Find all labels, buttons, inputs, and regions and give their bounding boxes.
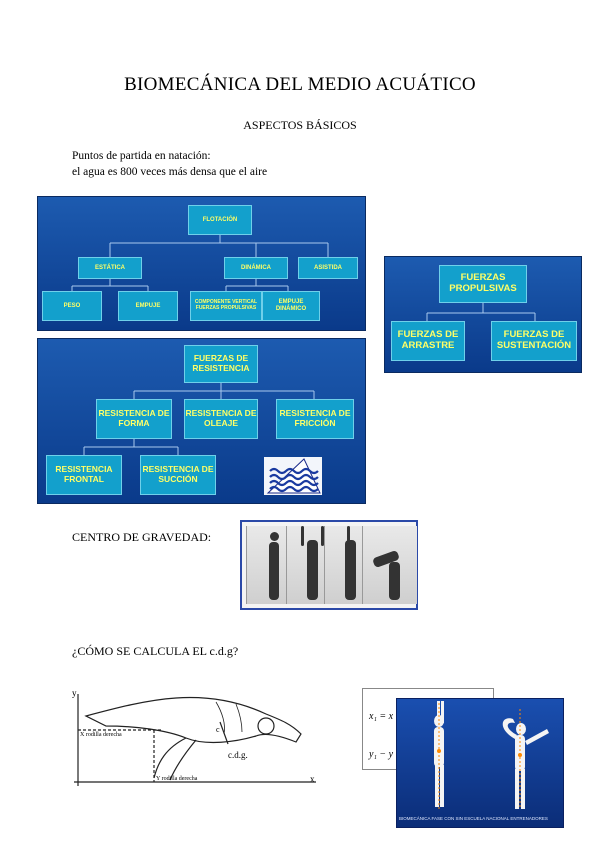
pose-photo [396,698,564,828]
node-estatica: ESTÁTICA [78,257,142,279]
node-fuerzas-resistencia: FUERZAS DE RESISTENCIA [184,345,258,383]
cdg-y-rodilla-label: Y rodilla derecha [156,776,198,782]
formula-2: y₁ − y [369,749,394,760]
cdg-c-mark: c [216,725,220,734]
intro-line-2: el agua es 800 veces más densa que el aire [72,166,268,178]
propulsivas-diagram [384,256,582,373]
photo-frame-4 [362,526,417,604]
cdg-y-axis-label: y [72,688,77,698]
node-componente-vertical: COMPONENTE VERTICAL FUERZAS PROPULSIVAS [190,291,262,321]
flotacion-diagram [37,196,366,331]
node-resistencia-forma: RESISTENCIA DE FORMA [96,399,172,439]
pose-photo-panel [362,688,562,828]
cdg-x-rodilla-label: X rodilla derecha [80,732,122,738]
centro-gravedad-photo [240,520,418,610]
formula-1: x₁ = x [369,711,394,722]
intro-text [72,148,267,180]
intro-line-1: Puntos de partida en natación: [72,150,211,162]
node-resistencia-succion: RESISTENCIA DE SUCCIÓN [140,455,216,495]
node-peso: PESO [42,291,102,321]
calcula-cdg-label: ¿CÓMO SE CALCULA EL c.d.g? [72,644,239,658]
pose-figures [397,699,563,827]
node-fuerzas-propulsivas: FUERZAS PROPULSIVAS [439,265,527,303]
pose-caption: BIOMECÁNICA FASE CON SIN ESCUELA NACIONAL ENTRENADORES [399,816,548,821]
node-resistencia-frontal: RESISTENCIA FRONTAL [46,455,122,495]
waves-icon [264,457,322,495]
node-fuerzas-arrastre: FUERZAS DE ARRASTRE [391,321,465,361]
node-asistida: ASISTIDA [298,257,358,279]
cdg-x-axis-label: x [310,774,315,784]
page-title: BIOMECÁNICA DEL MEDIO ACUÁTICO [124,74,476,95]
node-flotacion: FLOTACIÓN [188,205,252,235]
node-empuje: EMPUJE [118,291,178,321]
node-empuje-dinamico: EMPUJE DINÁMICO [262,291,320,321]
node-resistencia-friccion: RESISTENCIA DE FRICCIÓN [276,399,354,439]
cdg-point-label: c.d.g. [228,750,248,760]
resistencia-diagram [37,338,366,504]
centro-gravedad-label: CENTRO DE GRAVEDAD: [72,530,212,544]
cdg-body-drawing [66,686,326,792]
node-resistencia-oleaje: RESISTENCIA DE OLEAJE [184,399,258,439]
node-fuerzas-sustentacion: FUERZAS DE SUSTENTACIÓN [491,321,577,361]
page-subtitle: ASPECTOS BÁSICOS [243,118,357,132]
cdg-diagram [66,686,326,792]
node-dinamica: DINÁMICA [224,257,288,279]
water-waves-logo [264,457,322,495]
